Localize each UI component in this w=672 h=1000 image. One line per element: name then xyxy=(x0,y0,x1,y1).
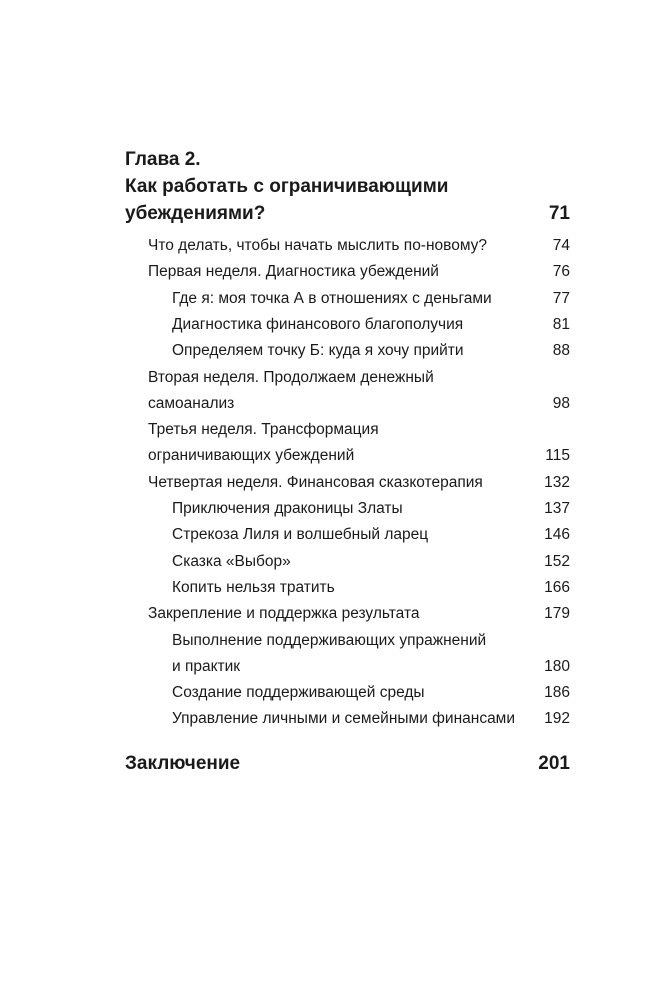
toc-entry xyxy=(148,233,570,259)
toc-entry-page-number: 98 xyxy=(552,394,570,412)
toc-entry xyxy=(172,496,570,522)
toc-entry-title: Сказка «Выбор» xyxy=(172,552,291,570)
toc-entry-page-number: 81 xyxy=(552,315,570,333)
toc-entry-title: ограничивающих убеждений xyxy=(148,447,355,465)
toc-entry xyxy=(172,522,570,548)
toc-entry-page-number: 76 xyxy=(552,263,570,281)
toc-entry xyxy=(172,628,570,654)
chapter-label: Глава 2. xyxy=(125,149,201,170)
toc-entry xyxy=(172,575,570,601)
toc-entry xyxy=(148,417,570,443)
toc-entry-title: Приключения драконицы Златы xyxy=(172,500,403,517)
toc-entry-title: Первая неделя. Диагностика убеждений xyxy=(148,263,439,281)
toc-entry xyxy=(172,549,570,575)
toc-entry-title: Четвертая неделя. Финансовая сказкотерапия xyxy=(148,473,483,491)
conclusion-title: Заключение xyxy=(125,753,241,774)
toc-entry-title: Третья неделя. Трансформация xyxy=(148,421,379,439)
toc-entry-title: Вторая неделя. Продолжаем денежный xyxy=(148,368,434,386)
toc-entry xyxy=(148,259,570,285)
toc-entry xyxy=(172,680,570,706)
toc-entry xyxy=(148,601,570,627)
toc-entry-page-number: 166 xyxy=(544,578,570,596)
toc-entry-title: Управление личными и семейными финансами xyxy=(172,710,515,728)
toc-entry-page-number: 152 xyxy=(544,552,570,570)
toc-entry-title: Выполнение поддерживающих упражнений xyxy=(172,631,487,649)
toc-entry-page-number: 74 xyxy=(552,237,570,254)
chapter-page-number: 71 xyxy=(548,203,570,224)
toc-entry xyxy=(148,443,570,469)
toc-entry-page-number: 180 xyxy=(544,657,570,675)
toc-entry xyxy=(148,470,570,496)
chapter-title-line-2 xyxy=(125,200,570,227)
chapter-label-line xyxy=(125,146,570,173)
toc-entry-title: Что делать, чтобы начать мыслить по-новому? xyxy=(148,237,488,254)
toc-entry xyxy=(172,338,570,364)
toc-entry-title: Создание поддерживающей среды xyxy=(172,684,425,702)
toc-entry-page-number: 115 xyxy=(545,447,570,465)
toc-entry xyxy=(148,391,570,417)
toc-entry-page-number: 186 xyxy=(544,684,570,702)
toc-entry-title: Диагностика финансового благополучия xyxy=(172,315,464,333)
toc-entry-page-number: 146 xyxy=(544,526,570,544)
toc-entry-title: Где я: моя точка А в отношениях с деньгами xyxy=(172,289,492,307)
toc-entry-page-number: 132 xyxy=(544,473,570,491)
toc-entry-page-number: 88 xyxy=(552,342,570,360)
conclusion-entry xyxy=(125,750,570,777)
conclusion-page-number: 201 xyxy=(538,753,570,774)
toc-entry-page-number: 77 xyxy=(552,289,570,307)
toc-entry xyxy=(172,654,570,680)
chapter-title-line-1 xyxy=(125,173,570,200)
toc-entry-title: и практик xyxy=(172,657,241,675)
chapter-title-part-1: Как работать с ограничивающими xyxy=(125,176,449,197)
toc-entry-title: самоанализ xyxy=(148,394,235,412)
toc-entry xyxy=(148,365,570,391)
toc-entry-title: Стрекоза Лиля и волшебный ларец xyxy=(172,526,429,544)
toc-entry-title: Закрепление и поддержка результата xyxy=(148,605,420,623)
toc-entry-title: Определяем точку Б: куда я хочу прийти xyxy=(172,342,464,360)
toc-entry xyxy=(172,286,570,312)
toc-entry xyxy=(172,706,570,732)
toc-entry-page-number: 179 xyxy=(544,605,570,623)
toc-entry-title: Копить нельзя тратить xyxy=(172,578,335,596)
toc-entry-page-number: 192 xyxy=(544,710,570,728)
chapter-title-part-2: убеждениями? xyxy=(125,203,266,224)
toc-entry xyxy=(172,312,570,338)
toc-entry-page-number: 137 xyxy=(544,500,570,517)
chapter-heading xyxy=(125,146,570,227)
